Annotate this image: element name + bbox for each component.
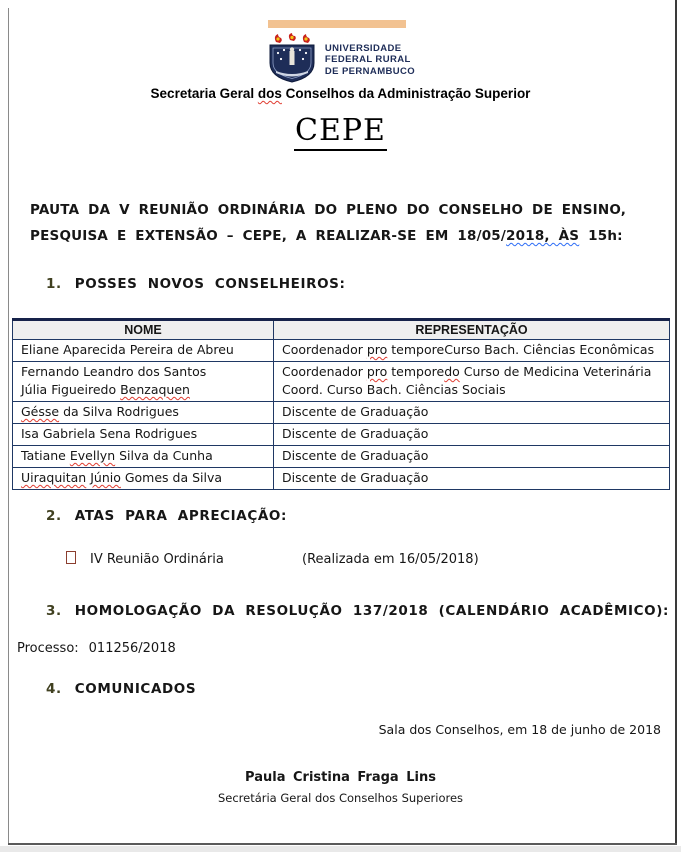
- page-edge-shadow: [0, 846, 681, 852]
- column-header-nome: NOME: [13, 320, 274, 340]
- agenda-line-1: PAUTA DA V REUNIÃO ORDINÁRIA DO PLENO DO CONSELHO DE ENSINO,: [30, 202, 627, 218]
- process-line: [17, 641, 176, 656]
- table-row: [13, 340, 670, 362]
- cell-line: Eliane Aparecida Pereira de Abreu: [21, 342, 234, 357]
- cell-line: Coord. Curso Bach. Ciências Sociais: [282, 382, 506, 397]
- signer-name: Paula Cristina Fraga Lins: [245, 770, 436, 785]
- ata-bullet-line: [66, 551, 479, 567]
- table-row: [13, 424, 670, 446]
- table-row: [13, 468, 670, 490]
- table-row: [13, 402, 670, 424]
- place-date-line: Sala dos Conselhos, em 18 de junho de 2018: [378, 722, 661, 737]
- cell-line: Coordenador pro temporeCurso Bach. Ciências Econômicas: [282, 342, 655, 357]
- process-label: Processo:: [17, 641, 79, 656]
- counselors-table: [12, 318, 670, 490]
- agenda-item-1: 1. POSSES NOVOS CONSELHEIROS:: [46, 276, 346, 292]
- cell-line: Uiraquitan Júnio Gomes da Silva: [21, 470, 223, 485]
- table-header-row: [13, 320, 670, 340]
- signature-block: [0, 770, 681, 805]
- table-body: [13, 340, 670, 490]
- agenda-paragraph: [30, 197, 645, 249]
- representation-cell: [274, 446, 670, 468]
- column-header-representacao: REPRESENTAÇÃO: [274, 320, 670, 340]
- cell-line: Isa Gabriela Sena Rodrigues: [21, 426, 198, 441]
- cell-line: Gésse da Silva Rodrigues: [21, 404, 179, 419]
- name-cell: [13, 362, 274, 402]
- name-cell: [13, 446, 274, 468]
- agenda-item-3: 3. HOMOLOGAÇÃO DA RESOLUÇÃO 137/2018 (CALENDÁRIO ACADÊMICO):: [46, 603, 669, 619]
- name-cell: [13, 402, 274, 424]
- ata-note: (Realizada em 16/05/2018): [302, 552, 479, 567]
- representation-cell: [274, 402, 670, 424]
- cell-line: Fernando Leandro dos Santos: [21, 364, 207, 379]
- page-edge-bottom: [8, 843, 677, 845]
- bullet-box-icon: [66, 551, 76, 564]
- name-cell: [13, 340, 274, 362]
- cell-line: Discente de Graduação: [282, 404, 429, 419]
- table-row: [13, 362, 670, 402]
- table-row: [13, 446, 670, 468]
- name-cell: [13, 424, 274, 446]
- representation-cell: [274, 468, 670, 490]
- document-title: CEPE: [0, 113, 681, 148]
- secretariat-heading: Secretaria Geral dos Conselhos da Administração Superior: [150, 86, 531, 101]
- name-cell: [13, 468, 274, 490]
- university-logo: [0, 20, 681, 87]
- logo-band: [268, 20, 406, 28]
- ata-title: IV Reunião Ordinária: [90, 552, 224, 567]
- representation-cell: [274, 424, 670, 446]
- representation-cell: [274, 340, 670, 362]
- representation-cell: [274, 362, 670, 402]
- cell-line: Coordenador pro temporedo Curso de Medicina Veterinária: [282, 364, 652, 379]
- agenda-item-2: 2. ATAS PARA APRECIAÇÃO:: [46, 508, 287, 524]
- university-crest-icon: [266, 33, 318, 87]
- process-number: 011256/2018: [88, 641, 176, 656]
- agenda-item-4: 4. COMUNICADOS: [46, 681, 197, 697]
- cell-line: Júlia Figueiredo Benzaquen: [21, 382, 190, 397]
- university-name: UNIVERSIDADE FEDERAL RURAL DE PERNAMBUCO: [324, 42, 416, 77]
- crest-flames: [275, 33, 310, 43]
- cell-line: Tatiane Evellyn Silva da Cunha: [21, 448, 213, 463]
- cell-line: Discente de Graduação: [282, 426, 429, 441]
- cell-line: Discente de Graduação: [282, 470, 429, 485]
- signer-role: Secretária Geral dos Conselhos Superiores: [217, 791, 464, 805]
- agenda-line-2: PESQUISA E EXTENSÃO – CEPE, A REALIZAR-SE EM 18/05/2018, ÀS 15h:: [30, 228, 623, 244]
- cell-line: Discente de Graduação: [282, 448, 429, 463]
